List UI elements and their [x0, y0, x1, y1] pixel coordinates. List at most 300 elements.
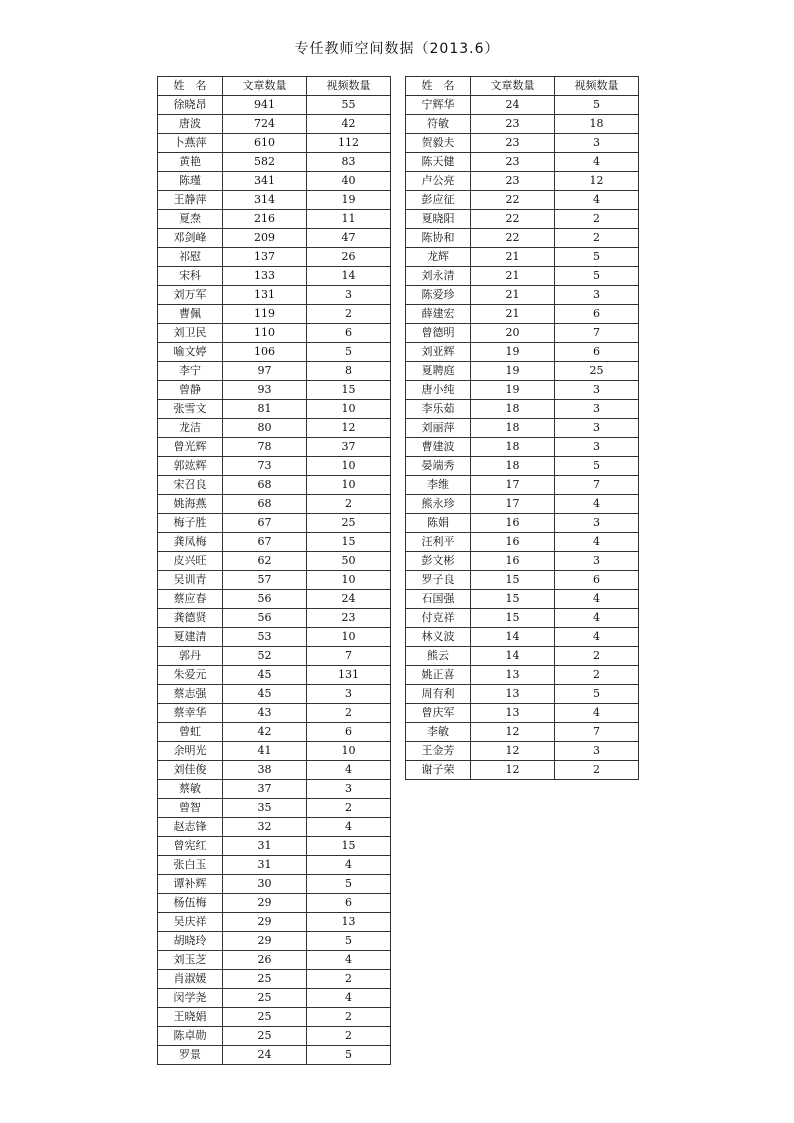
video-count-cell: 6 [555, 343, 639, 362]
table-row [406, 571, 639, 590]
video-count-cell: 2 [307, 704, 391, 723]
video-count-cell: 6 [307, 324, 391, 343]
table-row [158, 761, 391, 780]
table-row [406, 400, 639, 419]
article-count-cell: 12 [471, 723, 555, 742]
teacher-name-cell: 晏端秀 [406, 457, 471, 476]
table-row [158, 780, 391, 799]
article-count-cell: 209 [223, 229, 307, 248]
table-row [158, 438, 391, 457]
table-row [158, 647, 391, 666]
teacher-name-cell: 吴庆祥 [158, 913, 223, 932]
teacher-name-cell: 蔡志强 [158, 685, 223, 704]
article-count-cell: 19 [471, 362, 555, 381]
table-row [158, 324, 391, 343]
table-row [158, 1008, 391, 1027]
article-count-cell: 13 [471, 704, 555, 723]
video-count-cell: 12 [555, 172, 639, 191]
table-row [158, 457, 391, 476]
article-count-cell: 38 [223, 761, 307, 780]
teacher-name-cell: 胡晓玲 [158, 932, 223, 951]
teacher-name-cell: 汪利平 [406, 533, 471, 552]
teacher-name-cell: 赵志锋 [158, 818, 223, 837]
teacher-name-cell: 姚正喜 [406, 666, 471, 685]
table-row [158, 343, 391, 362]
teacher-name-cell: 杨伍梅 [158, 894, 223, 913]
video-count-cell: 3 [555, 419, 639, 438]
video-count-cell: 83 [307, 153, 391, 172]
article-count-cell: 14 [471, 628, 555, 647]
article-count-cell: 68 [223, 495, 307, 514]
teacher-name-cell: 徐晓昂 [158, 96, 223, 115]
article-count-cell: 21 [471, 286, 555, 305]
video-count-cell: 2 [307, 799, 391, 818]
teacher-name-cell: 周有利 [406, 685, 471, 704]
video-count-cell: 42 [307, 115, 391, 134]
video-count-cell: 10 [307, 742, 391, 761]
article-count-cell: 23 [471, 172, 555, 191]
table-row [406, 742, 639, 761]
teacher-name-cell: 吴训青 [158, 571, 223, 590]
teacher-name-cell: 邓剑峰 [158, 229, 223, 248]
table-row [158, 628, 391, 647]
teacher-name-cell: 刘万军 [158, 286, 223, 305]
table-row [158, 476, 391, 495]
article-count-cell: 15 [471, 571, 555, 590]
teacher-name-cell: 张白玉 [158, 856, 223, 875]
article-count-cell: 97 [223, 362, 307, 381]
teacher-name-cell: 彭应征 [406, 191, 471, 210]
teacher-name-cell: 陈爱珍 [406, 286, 471, 305]
table-row [158, 609, 391, 628]
video-count-cell: 12 [307, 419, 391, 438]
video-count-cell: 47 [307, 229, 391, 248]
article-count-cell: 80 [223, 419, 307, 438]
video-count-cell: 131 [307, 666, 391, 685]
teacher-name-cell: 曹佩 [158, 305, 223, 324]
video-count-cell: 5 [307, 1046, 391, 1065]
table-row [158, 552, 391, 571]
teacher-name-cell: 蔡敏 [158, 780, 223, 799]
table-row [158, 115, 391, 134]
table-row [406, 343, 639, 362]
table-row [406, 172, 639, 191]
video-count-cell: 55 [307, 96, 391, 115]
table-row [406, 305, 639, 324]
article-count-cell: 16 [471, 533, 555, 552]
teacher-name-cell: 曾虹 [158, 723, 223, 742]
table-row [406, 514, 639, 533]
video-count-cell: 6 [307, 894, 391, 913]
table-row [158, 153, 391, 172]
table-row [158, 533, 391, 552]
teacher-name-cell: 李维 [406, 476, 471, 495]
page-title: 专任教师空间数据（2013.6） [294, 41, 500, 57]
table-row [158, 875, 391, 894]
video-count-cell: 3 [555, 381, 639, 400]
teacher-name-cell: 符敏 [406, 115, 471, 134]
video-count-cell: 15 [307, 533, 391, 552]
article-count-cell: 52 [223, 647, 307, 666]
video-count-cell: 10 [307, 628, 391, 647]
table-row [158, 856, 391, 875]
video-count-cell: 4 [307, 761, 391, 780]
teacher-name-cell: 曾宪红 [158, 837, 223, 856]
article-count-cell: 20 [471, 324, 555, 343]
table-row [406, 248, 639, 267]
article-count-cell: 216 [223, 210, 307, 229]
teacher-name-cell: 曾光辉 [158, 438, 223, 457]
header-video-count: 视频数量 [307, 77, 391, 96]
video-count-cell: 2 [555, 647, 639, 666]
teacher-name-cell: 张雪文 [158, 400, 223, 419]
video-count-cell: 11 [307, 210, 391, 229]
article-count-cell: 81 [223, 400, 307, 419]
table-row [406, 419, 639, 438]
video-count-cell: 5 [555, 267, 639, 286]
table-row [406, 229, 639, 248]
teacher-name-cell: 皮兴旺 [158, 552, 223, 571]
table-row [158, 704, 391, 723]
table-row [158, 989, 391, 1008]
video-count-cell: 13 [307, 913, 391, 932]
video-count-cell: 3 [307, 780, 391, 799]
video-count-cell: 8 [307, 362, 391, 381]
table-row [158, 191, 391, 210]
video-count-cell: 10 [307, 476, 391, 495]
table-row [406, 723, 639, 742]
table-row [158, 362, 391, 381]
article-count-cell: 314 [223, 191, 307, 210]
teacher-name-cell: 王金芳 [406, 742, 471, 761]
article-count-cell: 23 [471, 134, 555, 153]
teacher-name-cell: 龚凤梅 [158, 533, 223, 552]
teacher-name-cell: 曾德明 [406, 324, 471, 343]
table-row [158, 495, 391, 514]
teacher-name-cell: 罗子良 [406, 571, 471, 590]
video-count-cell: 5 [555, 96, 639, 115]
video-count-cell: 2 [307, 1027, 391, 1046]
teacher-name-cell: 陈天健 [406, 153, 471, 172]
teacher-name-cell: 肖淑媛 [158, 970, 223, 989]
teacher-name-cell: 刘佳俊 [158, 761, 223, 780]
article-count-cell: 17 [471, 476, 555, 495]
table-row [158, 229, 391, 248]
video-count-cell: 14 [307, 267, 391, 286]
table-row [406, 666, 639, 685]
table-row [406, 761, 639, 780]
table-row [158, 1027, 391, 1046]
article-count-cell: 78 [223, 438, 307, 457]
table-row [406, 476, 639, 495]
article-count-cell: 341 [223, 172, 307, 191]
table-row [406, 153, 639, 172]
table-row [158, 685, 391, 704]
table-row [406, 115, 639, 134]
video-count-cell: 5 [307, 932, 391, 951]
teacher-name-cell: 李敏 [406, 723, 471, 742]
header-video-count: 视频数量 [555, 77, 639, 96]
video-count-cell: 18 [555, 115, 639, 134]
teacher-name-cell: 宋召良 [158, 476, 223, 495]
article-count-cell: 62 [223, 552, 307, 571]
article-count-cell: 16 [471, 514, 555, 533]
table-row [158, 400, 391, 419]
teacher-name-cell: 宋科 [158, 267, 223, 286]
video-count-cell: 4 [555, 495, 639, 514]
article-count-cell: 22 [471, 191, 555, 210]
table-row [158, 248, 391, 267]
video-count-cell: 4 [307, 856, 391, 875]
article-count-cell: 56 [223, 609, 307, 628]
video-count-cell: 3 [555, 514, 639, 533]
article-count-cell: 19 [471, 343, 555, 362]
video-count-cell: 26 [307, 248, 391, 267]
video-count-cell: 2 [307, 495, 391, 514]
teacher-name-cell: 王晓娟 [158, 1008, 223, 1027]
article-count-cell: 17 [471, 495, 555, 514]
article-count-cell: 68 [223, 476, 307, 495]
teacher-name-cell: 郭丹 [158, 647, 223, 666]
teacher-table-left [157, 76, 391, 1065]
teacher-name-cell: 谭补辉 [158, 875, 223, 894]
article-count-cell: 110 [223, 324, 307, 343]
video-count-cell: 40 [307, 172, 391, 191]
article-count-cell: 42 [223, 723, 307, 742]
table-row [406, 609, 639, 628]
teacher-name-cell: 宁辉华 [406, 96, 471, 115]
teacher-name-cell: 刘亚辉 [406, 343, 471, 362]
article-count-cell: 23 [471, 115, 555, 134]
teacher-name-cell: 陈瑾 [158, 172, 223, 191]
article-count-cell: 25 [223, 989, 307, 1008]
article-count-cell: 30 [223, 875, 307, 894]
video-count-cell: 6 [307, 723, 391, 742]
article-count-cell: 19 [471, 381, 555, 400]
video-count-cell: 2 [555, 210, 639, 229]
video-count-cell: 6 [555, 571, 639, 590]
table-row [158, 666, 391, 685]
article-count-cell: 25 [223, 970, 307, 989]
video-count-cell: 15 [307, 837, 391, 856]
table-row [158, 951, 391, 970]
video-count-cell: 10 [307, 400, 391, 419]
video-count-cell: 7 [555, 723, 639, 742]
video-count-cell: 4 [555, 704, 639, 723]
table-row [158, 305, 391, 324]
table-row [406, 590, 639, 609]
video-count-cell: 4 [555, 533, 639, 552]
teacher-name-cell: 喻文婷 [158, 343, 223, 362]
article-count-cell: 119 [223, 305, 307, 324]
table-row [158, 134, 391, 153]
teacher-name-cell: 贺毅夫 [406, 134, 471, 153]
article-count-cell: 31 [223, 837, 307, 856]
video-count-cell: 6 [555, 305, 639, 324]
video-count-cell: 4 [555, 153, 639, 172]
article-count-cell: 21 [471, 248, 555, 267]
article-count-cell: 13 [471, 666, 555, 685]
teacher-name-cell: 陈卓勋 [158, 1027, 223, 1046]
video-count-cell: 25 [307, 514, 391, 533]
teacher-name-cell: 李乐茹 [406, 400, 471, 419]
article-count-cell: 29 [223, 932, 307, 951]
table-row [406, 191, 639, 210]
article-count-cell: 12 [471, 761, 555, 780]
article-count-cell: 53 [223, 628, 307, 647]
article-count-cell: 32 [223, 818, 307, 837]
table-row [158, 210, 391, 229]
table-row [406, 210, 639, 229]
teacher-name-cell: 梅子胜 [158, 514, 223, 533]
article-count-cell: 24 [471, 96, 555, 115]
video-count-cell: 4 [307, 989, 391, 1008]
teacher-name-cell: 曾智 [158, 799, 223, 818]
teacher-name-cell: 卢公亮 [406, 172, 471, 191]
article-count-cell: 12 [471, 742, 555, 761]
article-count-cell: 67 [223, 533, 307, 552]
teacher-name-cell: 夏聘庭 [406, 362, 471, 381]
video-count-cell: 4 [555, 590, 639, 609]
article-count-cell: 56 [223, 590, 307, 609]
table-row [158, 267, 391, 286]
table-row [406, 704, 639, 723]
table-row [158, 172, 391, 191]
video-count-cell: 23 [307, 609, 391, 628]
table-row [158, 818, 391, 837]
video-count-cell: 37 [307, 438, 391, 457]
table-row [406, 533, 639, 552]
article-count-cell: 15 [471, 590, 555, 609]
table-row [158, 894, 391, 913]
article-count-cell: 35 [223, 799, 307, 818]
video-count-cell: 10 [307, 571, 391, 590]
teacher-table-right [405, 76, 639, 780]
video-count-cell: 2 [555, 666, 639, 685]
teacher-name-cell: 卜燕萍 [158, 134, 223, 153]
video-count-cell: 7 [555, 476, 639, 495]
article-count-cell: 31 [223, 856, 307, 875]
header-name: 姓 名 [158, 77, 223, 96]
teacher-name-cell: 薛建宏 [406, 305, 471, 324]
video-count-cell: 3 [555, 438, 639, 457]
article-count-cell: 16 [471, 552, 555, 571]
teacher-name-cell: 夏晓阳 [406, 210, 471, 229]
video-count-cell: 5 [307, 343, 391, 362]
article-count-cell: 43 [223, 704, 307, 723]
teacher-name-cell: 蔡应春 [158, 590, 223, 609]
table-row [406, 96, 639, 115]
table-row [158, 723, 391, 742]
teacher-name-cell: 付克祥 [406, 609, 471, 628]
teacher-name-cell: 陈协和 [406, 229, 471, 248]
table-row [406, 362, 639, 381]
video-count-cell: 2 [555, 229, 639, 248]
article-count-cell: 21 [471, 267, 555, 286]
article-count-cell: 18 [471, 438, 555, 457]
article-count-cell: 23 [471, 153, 555, 172]
table-row [406, 438, 639, 457]
table-row [158, 970, 391, 989]
video-count-cell: 10 [307, 457, 391, 476]
article-count-cell: 24 [223, 1046, 307, 1065]
article-count-cell: 724 [223, 115, 307, 134]
video-count-cell: 5 [555, 248, 639, 267]
article-count-cell: 18 [471, 400, 555, 419]
teacher-name-cell: 龙辉 [406, 248, 471, 267]
article-count-cell: 67 [223, 514, 307, 533]
table-row [406, 267, 639, 286]
article-count-cell: 93 [223, 381, 307, 400]
article-count-cell: 25 [223, 1027, 307, 1046]
article-count-cell: 610 [223, 134, 307, 153]
teacher-name-cell: 唐波 [158, 115, 223, 134]
article-count-cell: 15 [471, 609, 555, 628]
teacher-name-cell: 彭文彬 [406, 552, 471, 571]
teacher-name-cell: 熊云 [406, 647, 471, 666]
video-count-cell: 7 [307, 647, 391, 666]
article-count-cell: 26 [223, 951, 307, 970]
video-count-cell: 2 [307, 1008, 391, 1027]
article-count-cell: 106 [223, 343, 307, 362]
article-count-cell: 133 [223, 267, 307, 286]
article-count-cell: 29 [223, 894, 307, 913]
video-count-cell: 7 [555, 324, 639, 343]
article-count-cell: 73 [223, 457, 307, 476]
article-count-cell: 137 [223, 248, 307, 267]
table-header-row [406, 77, 639, 96]
table-row [406, 381, 639, 400]
video-count-cell: 3 [307, 685, 391, 704]
teacher-name-cell: 刘丽萍 [406, 419, 471, 438]
teacher-name-cell: 曾庆军 [406, 704, 471, 723]
teacher-name-cell: 余明光 [158, 742, 223, 761]
video-count-cell: 112 [307, 134, 391, 153]
teacher-name-cell: 唐小纯 [406, 381, 471, 400]
header-article-count: 文章数量 [471, 77, 555, 96]
article-count-cell: 582 [223, 153, 307, 172]
teacher-name-cell: 罗景 [158, 1046, 223, 1065]
teacher-name-cell: 郭竑辉 [158, 457, 223, 476]
table-row [158, 799, 391, 818]
video-count-cell: 2 [307, 305, 391, 324]
teacher-name-cell: 龙洁 [158, 419, 223, 438]
article-count-cell: 13 [471, 685, 555, 704]
teacher-name-cell: 朱爱元 [158, 666, 223, 685]
article-count-cell: 25 [223, 1008, 307, 1027]
video-count-cell: 4 [555, 628, 639, 647]
table-row [406, 628, 639, 647]
article-count-cell: 18 [471, 457, 555, 476]
table-row [158, 96, 391, 115]
video-count-cell: 3 [555, 742, 639, 761]
video-count-cell: 2 [555, 761, 639, 780]
teacher-name-cell: 闵学尧 [158, 989, 223, 1008]
teacher-name-cell: 李宁 [158, 362, 223, 381]
table-row [158, 419, 391, 438]
video-count-cell: 2 [307, 970, 391, 989]
teacher-name-cell: 祁慰 [158, 248, 223, 267]
article-count-cell: 18 [471, 419, 555, 438]
table-row [158, 1046, 391, 1065]
article-count-cell: 57 [223, 571, 307, 590]
table-row [406, 134, 639, 153]
table-row [406, 495, 639, 514]
teacher-name-cell: 曾静 [158, 381, 223, 400]
video-count-cell: 3 [555, 286, 639, 305]
article-count-cell: 45 [223, 666, 307, 685]
video-count-cell: 3 [555, 134, 639, 153]
